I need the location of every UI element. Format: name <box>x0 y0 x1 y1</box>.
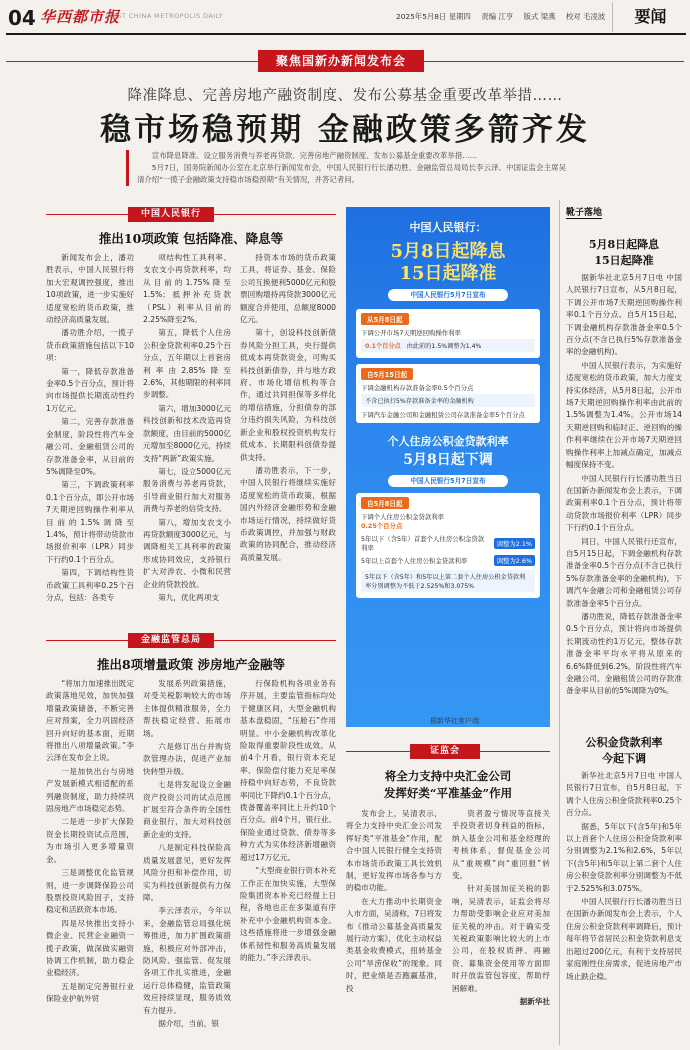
paragraph: 第十，创设科技创新债券风险分担工具，央行提供低成本再贷款资金，可购买科技创新债券，并与地方政府、市场化增信机构等合作，通过共同担保等多样化的增信措施，分担债券的部分违约损失风险，为科技创新企业和股权投资机构发行低成本、长期限科创债券提供支持。 <box>240 328 336 462</box>
paragraph: 第一，降低存款准备金率0.5个百分点，预计将向市场提供长期流动性约1万亿元。 <box>46 366 134 413</box>
card-line: 下调公开市场7天期逆回购操作利率 <box>361 329 461 337</box>
card-value: 0.1个百分点 <box>365 343 401 350</box>
paragraph: 第四，下调结构性货币政策工具利率0.25个百分点，包括：各类专 <box>46 568 134 602</box>
section-tag-nfra: 金融监管总局 <box>128 633 214 648</box>
info-row-second-home: 5年以下（含5年）和5年以上第二套个人住房公积金贷款利率分别调整为不低于2.525%和3.075% <box>361 570 535 592</box>
paragraph: 二是进一步扩大保险资金长期投资试点范围，为市场引入更多增量资金。 <box>46 817 134 864</box>
paragraph: 八是制定科技保险高质量发展意见，更好发挥风险分担和补偿作用，切实为科技创新提供有力保障。 <box>143 843 231 902</box>
main-headline: 稳市场稳预期 金融政策多箭齐发 <box>100 112 590 148</box>
article-csrc-col1 <box>346 808 442 1044</box>
paragraph: 行保险机构各项业务有序开展，主要监管指标均处于健康区间，大型金融机构基本盘稳固，“压舱石”作用明显。中小金融机构改革化险取得重要阶段性成效。从前4个月看，银行资本充足率、保险偿付能力充足率保持稳中向好态势，不良贷款率同比下降约0.1个百分点，拨备覆盖率同比上升约10个百分点。前4个月，银行业、保险业通过贷款、债券等多种方式为实体经济新增融资超过17万亿元。 <box>240 679 336 862</box>
paragraph: 中国人民银行行长潘功胜当日在国新办新闻发布会上表示，下调政策利率0.1个百分点，预计将带动贷款市场报价利率（LPR）同步下行约0.1个百分点。 <box>566 473 682 533</box>
article-csrc-col2 <box>452 808 550 1044</box>
article-pboc-col1 <box>46 252 134 622</box>
article-title-rate-2: 15日起降准 <box>594 254 654 267</box>
paragraph: 第八，增加支农支小再贷款额度3000亿元，与调降相关工具利率的政策形成协同效应，支持银行扩大对涉农、小微和民营企业的贷款投放。 <box>143 517 231 589</box>
column-divider <box>559 200 560 1045</box>
headline-kicker: 降准降息、完善房地产融资制度、发布公募基金重要改革举措…… <box>127 88 563 104</box>
card-line: 下调汽车金融公司和金融租赁公司存款准备金率5个百分点 <box>361 411 525 419</box>
newspaper-logo-en: WEST CHINA METROPOLIS DAILY <box>106 12 224 20</box>
card-header: 从5月8日起 <box>361 313 409 325</box>
row-value: 调整为2.1% <box>494 538 535 549</box>
paragraph: 同日，中国人民银行还宣布，自5月15日起，下调金融机构存款准备金率0.5个百分点(不含已执行5%存款准备金率的金融机构)，下调汽车金融公司和金融租赁公司存款准备金率5个百分点。 <box>566 536 682 608</box>
lead-paragraph <box>126 150 566 186</box>
info-card-fund <box>356 493 540 598</box>
issue-meta <box>396 11 613 22</box>
article-nfra-col2 <box>143 678 231 1044</box>
info-card-repo <box>356 309 540 358</box>
article-pboc-col3 <box>240 252 336 622</box>
paragraph: 在大力推动中长期资金入市方面，吴清称，7日将发布《推动公募基金高质量发展行动方案》，优化主动权益类基金收费模式，扭转基金公司“旱涝保收”的现象。同时，把业绩是否跑赢基准，投 <box>346 896 442 993</box>
page-number: 04 <box>8 6 36 30</box>
paragraph: 第三，下调政策利率0.1个百分点，即公开市场7天期逆回购操作利率从目前的1.5%调降至1.4%，预计将带动贷款市场报价利率（LPR）同步下行约0.1个百分点。 <box>46 480 134 564</box>
info-headline-fund: 5月8日起下调 <box>403 452 493 468</box>
paragraph: 四是尽快推出支持小微企业、民营企业融资一揽子政策，做深做实融资协调工作机制，助力稳企业稳经济。 <box>46 918 134 978</box>
paragraph: 中国人民银行行长潘功胜当日在国新办新闻发布会上表示，个人住房公积金贷款利率调降后，预计每年将节省居民公积金贷款利息支出超过200亿元，有利于支持居民家庭刚性住房需求，促进房地产市场止跌企稳。 <box>566 897 682 981</box>
article-pboc-col2 <box>143 252 231 622</box>
paragraph: 潘功胜说，降低存款准备金率0.5个百分点，预计将向市场提供长期流动性约1万亿元，整体存款准备金率平均水平将从原来的6.6%降低到6.2%。阶段性将汽车金融公司、金融租赁公司的存款准备金率从目前的5%调降为0%。 <box>566 611 682 696</box>
paragraph: 第六，增加3000亿元科技创新和技术改造再贷款额度，由目前的5000亿元增加至8000亿元，持续支持“两新”政策实施。 <box>143 403 231 463</box>
paragraph: 新华社北京5月7日电 中国人民银行7日宣布，自5月8日起，下调个人住房公积金贷款利率0.25个百分点。 <box>566 771 682 818</box>
paragraph: 第七，设立5000亿元服务消费与养老再贷款，引导商业银行加大对服务消费与养老的信贷支持。 <box>143 466 231 514</box>
paragraph: 针对美国加征关税的影响，吴清表示，证监会将尽力帮助受影响企业应对美加征关税的冲击。对于确实受关税政策影响比较大的上市公司，在股权质押、再融资、募集资金使用等方面即时开放监管包容度，帮助纾困解难。 <box>452 884 550 993</box>
topic-banner: 聚焦国新办新闻发布会 <box>258 50 424 72</box>
paragraph: 三是调整优化监管规则，进一步调降保险公司股票投资风险因子，支持稳定和活跃资本市场。 <box>46 868 134 915</box>
paragraph: 发展系列政策措施，对受关税影响较大的市场主体提供精准服务，全力帮扶稳定经营、拓展市场。 <box>143 679 231 738</box>
paragraph: 据新华社北京5月7日电 中国人民银行7日宣布，从5月8日起，下调公开市场7天期逆回购操作利率0.1个百分点。自5月15日起，下调金融机构存款准备金率0.5个百分点(不含已执行5%存款准备金率的金融机构)。 <box>566 273 682 357</box>
paragraph: 第九，优化两项支 <box>158 592 219 602</box>
article-title-nfra: 推出8项增量政策 涉房地产金融等 <box>96 657 286 672</box>
card-header: 自5月8日起 <box>361 497 409 509</box>
info-title-fund: 个人住房公积金贷款利率 <box>387 435 509 448</box>
newspaper-logo: 华西都市报 <box>40 8 121 26</box>
paragraph: 项结构性工具利率、支农支小再贷款利率，均从目前的1.75%降至1.5%；抵押补充贷款（PSL）利率从目前的2.25%降至2%。 <box>143 253 231 325</box>
article-title-fund-2: 今起下调 <box>602 752 646 765</box>
paragraph: 中国人民银行表示，为实施好适度宽松的货币政策，加大力度支持实体经济，从5月8日起，公开市场7天期逆回购操作利率由此前的1.5%调整为1.4%。公开市场14天期逆回购和临时正、逆回购的操作利率继续在公开市场7天期逆回购操作利率上加减点确定，加减点幅度保持不变。 <box>566 360 682 470</box>
issue-date: 2025年5月8日 星期四 <box>396 12 471 21</box>
article-nfra-col1 <box>46 678 134 1044</box>
paragraph: 资者盈亏情况等直接关乎投资者切身利益的指标，纳入基金公司和基金经理的考核体系，督促基金公司从“重规模”向“重回报”转变。 <box>452 809 550 881</box>
card-note: 不含已执行5%存款准备金率的金融机构 <box>361 394 535 407</box>
paragraph: 五是制定完善银行业保险业护航外贸 <box>46 981 134 1004</box>
infographic-credit: 据新华社客户端 <box>430 717 479 725</box>
row-label: 5年以上首套个人住房公积金贷款利率 <box>361 557 468 565</box>
paragraph: 发布会上，吴清表示，将全力支持中央汇金公司发挥好类“平准基金”作用，配合中国人民银行健全支持资本市场货币政策工具长效机制，更好发挥市场各参与方的稳市功能。 <box>346 809 442 893</box>
paragraph: 李云泽表示，今年以来，金融监管总局强化统筹推进，加力扩围政策措施，积极应对外部冲击，防风险、强监管、促发展各项工作扎实推进，金融运行总体稳健，监管政策效应持续显现，服务质效有力提升。 <box>143 906 231 1015</box>
info-row-5y-below <box>361 534 535 552</box>
card-highlight <box>361 339 535 352</box>
rate-cut-infographic <box>346 207 550 727</box>
article-fund-body <box>566 770 682 1044</box>
section-tag-boots: 靴子落地 <box>566 205 602 219</box>
card-value: 0.25个百分点 <box>361 522 403 530</box>
editor-credit: 责编 江亨 <box>481 12 514 21</box>
article-title-csrc-2: 发挥好类“平准基金”作用 <box>383 786 513 800</box>
info-pill: 中国人民银行5月7日宣布 <box>388 475 508 487</box>
article-nfra-col3 <box>240 678 336 1044</box>
paragraph: 一是加快出台与房地产发展新模式相适配的系列融资制度，助力持续巩固房地产市场稳定态势。 <box>46 766 134 814</box>
paragraph: 潘功胜介绍，一揽子货币政策措施包括以下10项： <box>46 328 134 363</box>
section-label: 要闻 <box>612 2 688 32</box>
paragraph: 六是修订出台并购贷款管理办法，促进产业加快转型升级。 <box>143 742 231 776</box>
paragraph: 新闻发布会上，潘功胜表示，中国人民银行将加大宏观调控强度，推出10项政策，进一步实施好适度宽松的货币政策，推动经济高质量发展。 <box>46 253 134 325</box>
row-label: 5年以下（含5年）首套个人住房公积金贷款利率 <box>361 535 485 552</box>
paragraph: 据悉，5年以下(含5年)和5年以上首套个人住房公积金贷款利率分别调整为2.1%和2.6%，5年以下(含5年)和5年以上第二套个人住房公积金贷款利率分别调整为不低于2.525%和3.075%。 <box>566 821 682 893</box>
section-tag-csrc: 证监会 <box>410 744 480 759</box>
byline: 据新华社 <box>519 997 550 1007</box>
header-rule <box>6 33 686 35</box>
card-line: 下调金融机构存款准备金率0.5个百分点 <box>361 384 474 392</box>
paragraph: 潘功胜表示，下一步，中国人民银行将继续实施好适度宽松的货币政策，根据国内外经济金融形势和金融市场运行情况，持续做好货币政策调控，并加强与财政政策的协同配合，推动经济高质量发展。 <box>240 465 336 562</box>
designer-credit: 版式 梁燕 <box>523 12 556 21</box>
article-rate-body <box>566 272 682 720</box>
paragraph: 第二，完善存款准备金制度，阶段性将汽车金融公司、金融租赁公司的存款准备金率，从目前的5%调降至0%。 <box>46 417 134 476</box>
article-title-csrc-1: 将全力支持中央汇金公司 <box>384 769 512 783</box>
info-row-5y-above <box>361 555 535 566</box>
card-line: 下调个人住房公积金贷款利率 <box>361 513 445 521</box>
info-title: 中国人民银行： <box>409 221 487 234</box>
article-title-pboc: 推出10项政策 包括降准、降息等 <box>98 231 284 246</box>
card-header: 自5月15日起 <box>361 368 413 380</box>
section-tag-pboc: 中国人民银行 <box>128 207 214 222</box>
paragraph: 七是将发起设立金融资产投资公司的试点范围扩展至符合条件的全国性商业银行，加大对科技创新企业的支持。 <box>143 780 231 839</box>
article-title-rate-1: 5月8日起降息 <box>588 238 660 251</box>
paragraph: 第五，降低个人住房公积金贷款利率0.25个百分点，五年期以上首套房利率由2.85%降至2.6%，其他期限的利率同步调整。 <box>143 328 231 400</box>
lead-p2: 5月7日，国务院新闻办公室在北京举行新闻发布会，中国人民银行行长潘功胜、金融监管总局局长李云泽、中国证监会主席吴清介绍“一揽子金融政策支持稳市场稳预期”有关情况，并答记者问。 <box>137 163 566 184</box>
paragraph: “将加力加速推出既定政策落地见效，加快加强增量政策储备，不断完善应对预案，全力巩固经济回升向好的基本面，近期将推出八项增量政策。”李云泽在发布会上说。 <box>46 679 134 763</box>
paragraph: 持资本市场的货币政策工具，将证券、基金、保险公司互换便利5000亿元和股票回购增持再贷款3000亿元额度合并使用，总额度8000亿元。 <box>240 253 336 325</box>
paragraph: 据介绍，当前，银 <box>158 1018 219 1028</box>
info-card-rrr <box>356 364 540 423</box>
info-headline-rrr-cut: 15日起降准 <box>399 263 497 284</box>
info-headline-rate-cut: 5月8日起降息 <box>390 241 506 262</box>
paragraph: “大型商业银行资本补充工作正在加快实施，大型保险集团资本补充已经提上日程，各地也正在多渠道有序补充中小金融机构资本金。这些措施将进一步增强金融体系韧性和服务高质量发展的能力。”李云泽表示。 <box>240 866 336 962</box>
card-line: 由此前的1.5%调整为1.4% <box>406 343 482 350</box>
row-value: 调整为2.6% <box>494 555 535 566</box>
info-pill: 中国人民银行5月7日宣布 <box>388 289 508 301</box>
article-title-fund-1: 公积金贷款利率 <box>585 736 663 749</box>
proofreader-credit: 校对 毛凌波 <box>565 12 606 21</box>
lead-p1: 宣布降息降准、设立服务消费与养老再贷款、完善房地产融资制度、发布公募基金重要改革举措…… <box>151 151 477 160</box>
